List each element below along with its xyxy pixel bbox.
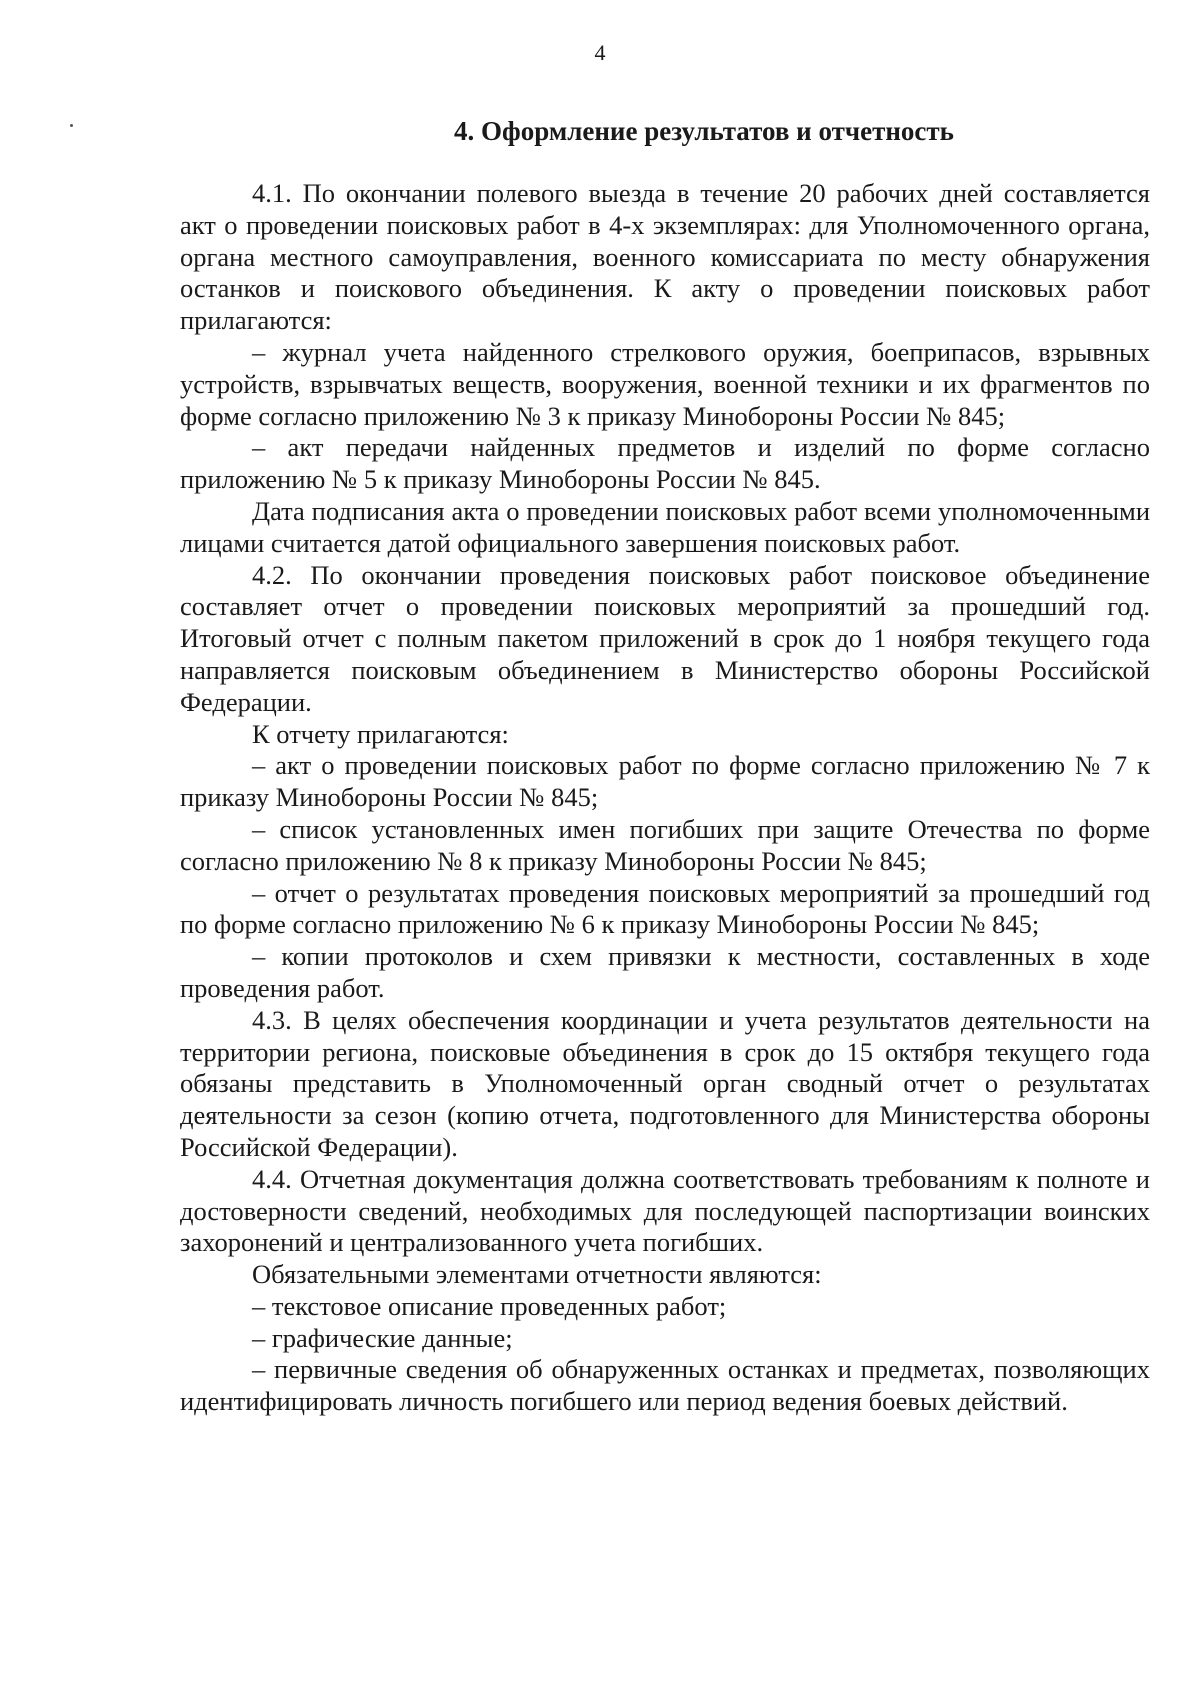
list-item-protocol-copies: – копии протоколов и схем привязки к местности, составленных в ходе проведения работ. xyxy=(180,941,1150,1003)
list-item-text-description: – текстовое описание проведенных работ; xyxy=(252,1290,727,1321)
list-item-results-report: – отчет о результатах проведения поисковых мероприятий за прошедший год по форме согласно приложению № 6 к приказу Минобороны России № 845; xyxy=(180,877,1150,940)
list-item-graphic-data: – графические данные; xyxy=(252,1322,513,1353)
section-title: 4. Оформление результатов и отчетность xyxy=(454,116,954,146)
list-item-names-list: – список установленных имен погибших при защите Отечества по форме согласно приложению № 8 к приказу Минобороны России № 845; xyxy=(180,813,1150,876)
document-body xyxy=(180,112,1150,1418)
list-item-primary-info: – первичные сведения об обнаруженных останках и предметах, позволяющих идентифицировать личность погибшего или период ведения боевых действий. xyxy=(180,1354,1150,1417)
paragraph-4-4: 4.4. Отчетная документация должна соответствовать требованиям к полноте и достоверности сведений, необходимых для последующей паспортизации воинских захоронений и централизованного учета погибших. xyxy=(180,1163,1150,1258)
page-number: 4 xyxy=(594,40,606,65)
paragraph-4-3: 4.3. В целях обеспечения координации и учета результатов деятельности на территории региона, поисковые объединения в срок до 15 октября текущего года обязаны представить в Уполномоченный орган сводный отчет о результатах деятельности за сезон (копию отчета, подготовленного для Министерства обороны Российской Федерации). xyxy=(180,1004,1150,1162)
scan-artifact-dot xyxy=(70,124,73,127)
paragraph-4-2: 4.2. По окончании проведения поисковых работ поисковое объединение составляет отчет о проведении поисковых мероприятий за прошедший год. Итоговый отчет с полным пакетом приложений в срок до 1 ноября текущего года направляется поисковым объединением в Министерство обороны Российской Федерации. xyxy=(180,559,1150,717)
paragraph-signing-date: Дата подписания акта о проведении поисковых работ всеми уполномоченными лицами считается датой официального завершения поисковых работ. xyxy=(180,495,1150,558)
paragraph-4-1: 4.1. По окончании полевого выезда в течение 20 рабочих дней составляется акт о проведении поисковых работ в 4-х экземплярах: для Уполномоченного органа, органа местного самоуправления, военного комиссариата по месту обнаружения останков и поискового объединения. К акту о проведении поисковых работ прилагаются: xyxy=(180,178,1150,336)
list-item-journal: – журнал учета найденного стрелкового оружия, боеприпасов, взрывных устройств, взрывчатых веществ, вооружения, военной техники и их фрагментов по форме согласно приложению № 3 к приказу Минобороны России № 845; xyxy=(180,336,1150,431)
paragraph-report-attachments: К отчету прилагаются: xyxy=(252,718,509,749)
list-item-transfer-act: – акт передачи найденных предметов и изделий по форме согласно приложению № 5 к приказу Минобороны России № 845. xyxy=(180,432,1150,495)
list-item-search-act: – акт о проведении поисковых работ по форме согласно приложению № 7 к приказу Минобороны России № 845; xyxy=(180,750,1150,813)
paragraph-mandatory-elements: Обязательными элементами отчетности являются: xyxy=(252,1259,822,1290)
